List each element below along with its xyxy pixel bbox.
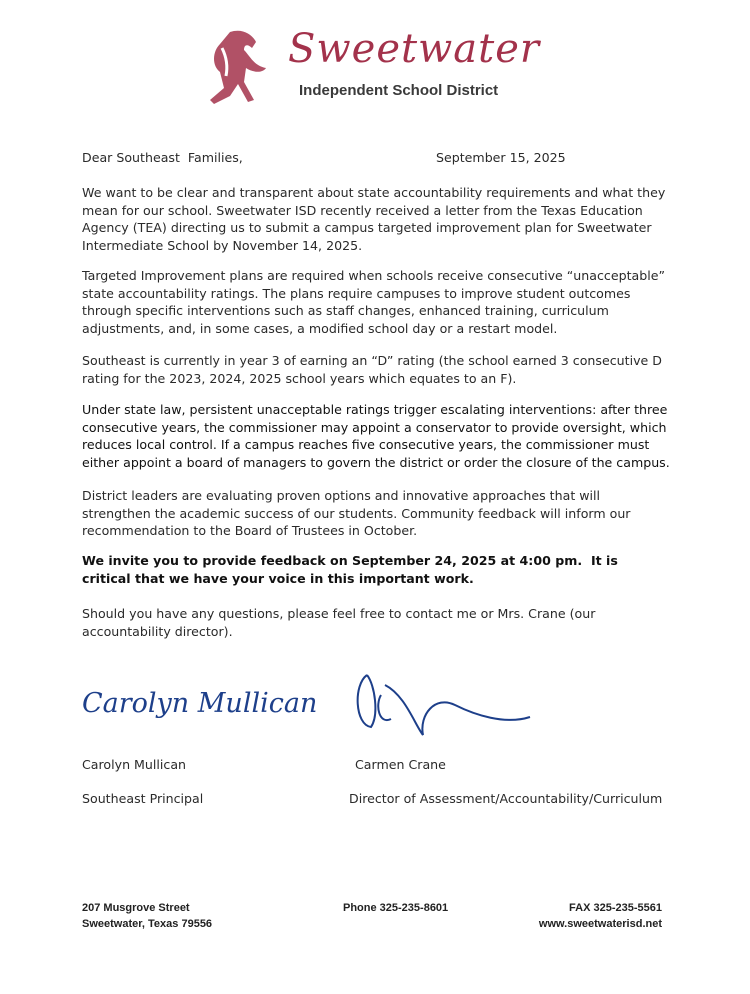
paragraph-4: Under state law, persistent unacceptable ratings trigger escalating interventions: after three consecutive years, the commissioner may appoint a conservator to provide oversight, which reduces local control. If a campus reaches five consecutive years, the commissioner must either appoint a board of managers to govern the district or order the closure of the campus.	[82, 402, 670, 470]
logo-brand: Sweetwater	[288, 26, 541, 72]
paragraph-3: Southeast is currently in year 3 of earning an “D” rating (the school earned 3 consecutive D rating for the 2023, 2024, 2025 school years which equates to an F).	[82, 353, 662, 386]
paragraph-2: Targeted Improvement plans are required when schools receive consecutive “unacceptable” state accountability ratings. The plans require campuses to improve student outcomes through specific interventions such as staff changes, enhanced training, curriculum adjustments, and, in some cases, a modified school day or a restart model.	[82, 268, 665, 336]
paragraph-7: Should you have any questions, please feel free to contact me or Mrs. Crane (our accountability director).	[82, 606, 596, 639]
signer-1-title: Southeast Principal	[82, 791, 204, 806]
footer-city: Sweetwater, Texas 79556	[82, 918, 213, 930]
salutation: Dear Southeast Families,	[82, 150, 243, 165]
mustang-mascot-icon	[200, 26, 280, 106]
footer-street: 207 Musgrove Street	[82, 902, 190, 914]
district-logo	[200, 26, 541, 106]
letter-date: September 15, 2025	[436, 150, 566, 165]
signer-2-title: Director of Assessment/Accountability/Curriculum	[349, 791, 663, 806]
signature-carmen	[345, 665, 545, 745]
paragraph-6-invitation: We invite you to provide feedback on September 24, 2025 at 4:00 pm. It is critical that we have your voice in this important work.	[82, 553, 623, 586]
logo-subtitle: Independent School District	[299, 82, 499, 99]
signer-2-name: Carmen Crane	[355, 757, 446, 772]
signer-1-name: Carolyn Mullican	[82, 757, 187, 772]
footer-address	[82, 900, 212, 932]
footer-website[interactable]: www.sweetwaterisd.net	[538, 918, 662, 930]
footer-contact	[539, 900, 662, 932]
footer-fax: FAX 325-235-5561	[569, 902, 662, 914]
footer-phone: Phone 325-235-8601	[343, 902, 449, 914]
paragraph-5: District leaders are evaluating proven options and innovative approaches that will strengthen the academic success of our students. Community feedback will inform our recommendation to the Board of Trustees in October.	[82, 488, 631, 538]
paragraph-1: We want to be clear and transparent about state accountability requirements and what they mean for our school. Sweetwater ISD recently received a letter from the Texas Education Agency (TEA) directing us to submit a campus targeted improvement plan for Sweetwater Intermediate School by November 14, 2025.	[82, 185, 666, 253]
signature-carolyn: Carolyn Mullican	[82, 688, 318, 719]
